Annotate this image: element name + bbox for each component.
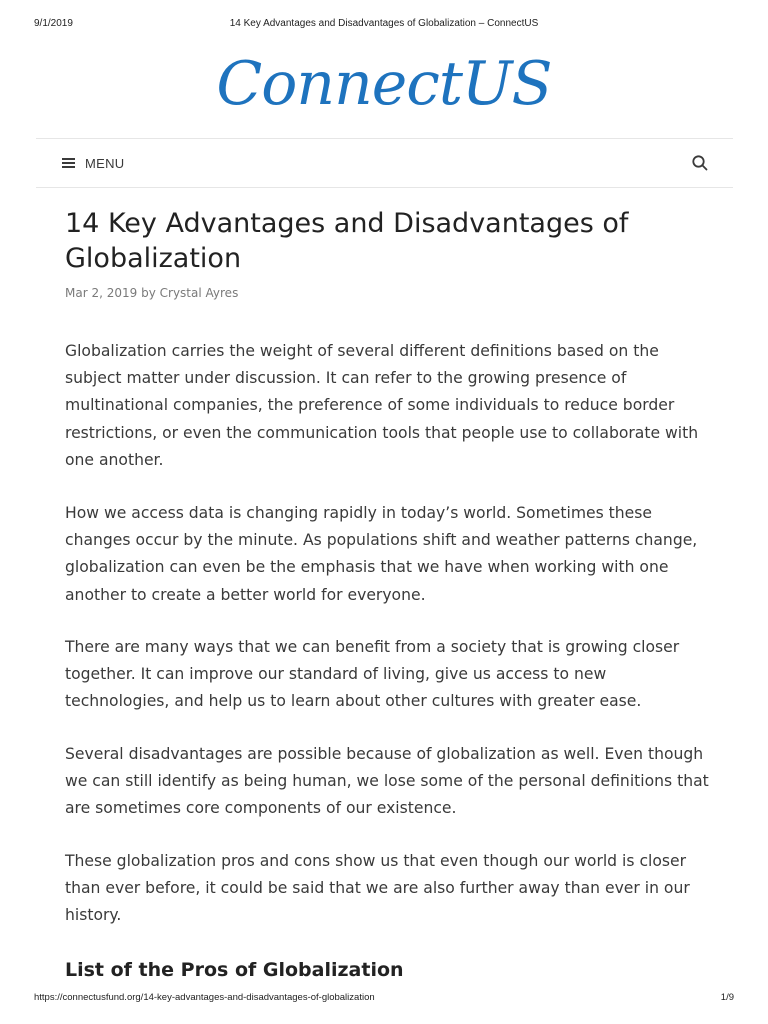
section-heading-pros: List of the Pros of Globalization — [65, 959, 404, 981]
article-paragraph: Several disadvantages are possible because of globalization as well. Even though we can still identify as being human, we lose some of the personal definitions that are sometimes core components of our existence. — [65, 745, 709, 818]
search-icon — [691, 154, 709, 172]
site-logo[interactable]: ConnectUS — [216, 49, 552, 119]
search-button[interactable] — [691, 154, 709, 172]
byline-by: by — [141, 286, 156, 300]
print-header — [34, 18, 734, 32]
print-page-title: 14 Key Advantages and Disadvantages of Globalization – ConnectUS — [229, 18, 539, 29]
main-navigation — [36, 138, 733, 188]
article-paragraph: There are many ways that we can benefit from a society that is growing closer together. It can improve our standard of living, give us access to new technologies, and help us to learn about other cultures with greater ease. — [65, 638, 680, 711]
article-paragraph: How we access data is changing rapidly in today’s world. Sometimes these changes occur by the minute. As populations shift and weather patterns change, globalization can even be the emphasis that we have when working with one another to create a better world for everyone. — [65, 504, 698, 604]
print-date: 9/1/2019 — [34, 18, 73, 29]
author-link[interactable]: Crystal Ayres — [159, 286, 239, 300]
article-paragraph: These globalization pros and cons show us that even though our world is closer than ever before, it could be said that we are also further away than ever in our history. — [65, 852, 690, 925]
post-date[interactable]: Mar 2, 2019 — [65, 286, 138, 300]
menu-label: MENU — [85, 155, 125, 171]
print-footer — [34, 992, 734, 1006]
article-paragraph: Globalization carries the weight of several different definitions based on the subject matter under discussion. It can refer to the growing presence of multinational companies, the preference of some individuals to reduce border restrictions, or even the communication tools that people use to collaborate with one another. — [65, 342, 699, 469]
article-meta — [65, 286, 238, 300]
article-title: 14 Key Advantages and Disadvantages of Globalization — [65, 208, 629, 274]
print-page-number: 1/9 — [720, 992, 734, 1003]
print-url: https://connectusfund.org/14-key-advantages-and-disadvantages-of-globalization — [34, 992, 375, 1003]
hamburger-icon — [62, 158, 75, 168]
menu-toggle-button[interactable] — [62, 154, 124, 172]
